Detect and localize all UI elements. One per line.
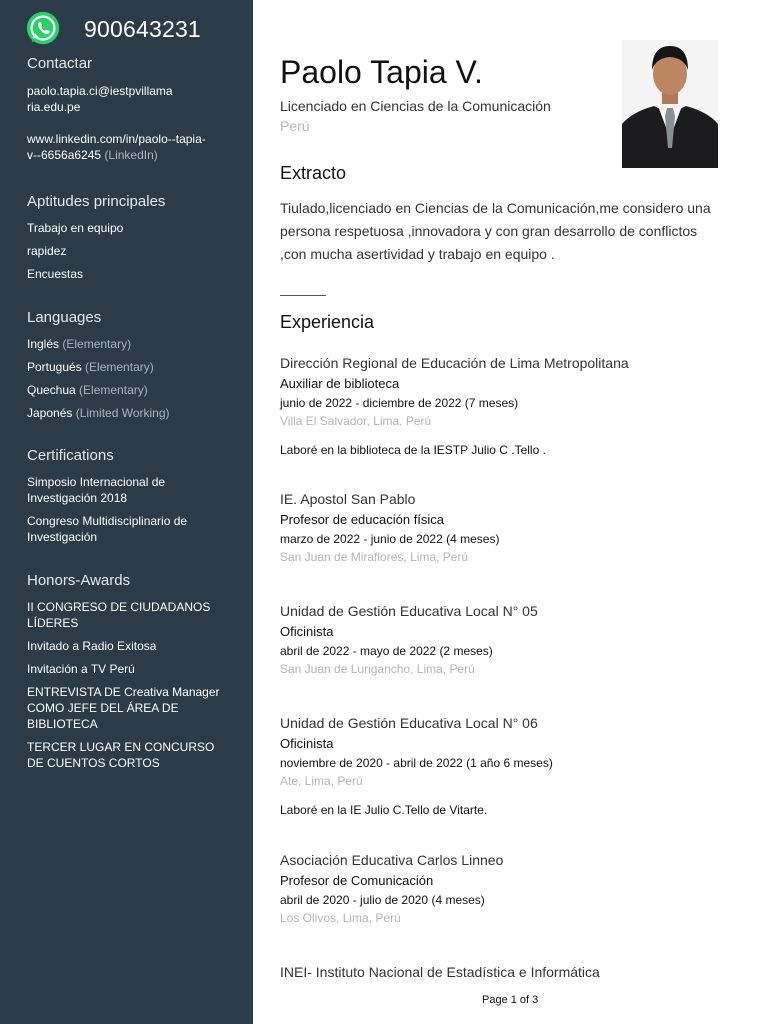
job-location: Los Olivos, Lima, Perú — [280, 911, 401, 925]
honor-line: COMO JEFE DEL ÁREA DE — [27, 701, 179, 715]
phone-row[interactable] — [24, 10, 201, 48]
summary-text: Tiulado,licenciado en Ciencias de la Comunicación,me considero una persona respetuosa ,innovadora y con gran desarrollo de conflictos ,con mucha asertividad y trabajo en equipo . — [280, 200, 711, 262]
honors-title: Honors-Awards — [27, 572, 131, 589]
language-item — [27, 382, 241, 398]
person-avatar-icon — [622, 40, 718, 168]
languages-title: Languages — [27, 309, 102, 326]
language-name: Inglés — [27, 337, 60, 351]
profile-location: Perú — [280, 118, 310, 134]
honor-line: Invitado a Radio Exitosa — [27, 639, 157, 653]
skill-item: Trabajo en equipo — [27, 221, 124, 235]
honor-item — [27, 638, 241, 654]
phone-number[interactable]: 900643231 — [84, 15, 201, 42]
skills-title: Aptitudes principales — [27, 193, 166, 210]
sidebar — [0, 0, 253, 1024]
certifications-title: Certifications — [27, 447, 114, 464]
section-divider — [280, 295, 326, 296]
job-company: Unidad de Gestión Educativa Local N° 06 — [280, 715, 538, 731]
honor-item — [27, 684, 241, 732]
honor-item — [27, 599, 241, 631]
certification-line: Investigación 2018 — [27, 491, 128, 505]
job-company: Unidad de Gestión Educativa Local N° 05 — [280, 603, 538, 619]
job-role: Profesor de educación física — [280, 512, 445, 527]
skill-item: Encuestas — [27, 267, 84, 281]
contact-title: Contactar — [27, 55, 93, 72]
certification-line: Investigación — [27, 530, 98, 544]
job-description: Laboré en la IE Julio C.Tello de Vitarte. — [280, 803, 488, 817]
honor-line: TERCER LUGAR EN CONCURSO — [27, 740, 215, 754]
job-location: Villa El Salvador, Lima, Perú — [280, 414, 432, 428]
certification-line: Simposio Internacional de — [27, 475, 166, 489]
honor-line: II CONGRESO DE CIUDADANOS — [27, 600, 211, 614]
job-company: Asociación Educativa Carlos Linneo — [280, 852, 504, 868]
honor-line: Invitación a TV Perú — [27, 662, 135, 676]
language-name: Portugués — [27, 360, 82, 374]
experience-title: Experiencia — [280, 312, 375, 332]
honor-line: LÍDERES — [27, 616, 79, 630]
job-entry — [280, 490, 740, 565]
language-name: Japonés — [27, 406, 73, 420]
language-name: Quechua — [27, 383, 76, 397]
language-item — [27, 405, 241, 421]
job-entry — [280, 602, 740, 677]
job-dates: abril de 2022 - mayo de 2022 (2 meses) — [280, 644, 493, 658]
job-company: Dirección Regional de Educación de Lima Metropolitana — [280, 355, 629, 371]
job-role: Oficinista — [280, 736, 334, 751]
honor-line: BIBLIOTECA — [27, 717, 98, 731]
honor-item — [27, 661, 241, 677]
certification-line: Congreso Multidisciplinario de — [27, 514, 188, 528]
job-dates: abril de 2020 - julio de 2020 (4 meses) — [280, 893, 485, 907]
job-role: Auxiliar de biblioteca — [280, 376, 400, 391]
certification-item — [27, 474, 241, 506]
job-role: Profesor de Comunicación — [280, 873, 434, 888]
language-level: (Elementary) — [85, 360, 154, 374]
language-item — [27, 359, 241, 375]
honor-item — [27, 739, 241, 771]
job-company: INEI- Instituto Nacional de Estadística e Informática — [280, 964, 600, 980]
profile-photo — [622, 40, 718, 168]
job-entry — [280, 714, 740, 818]
honor-line: ENTREVISTA DE Creativa Manager — [27, 685, 220, 699]
language-level: (Elementary) — [62, 337, 132, 351]
summary-title: Extracto — [280, 163, 347, 183]
profile-name: Paolo Tapia V. — [280, 54, 483, 90]
job-dates: marzo de 2022 - junio de 2022 (4 meses) — [280, 532, 500, 546]
skill-item: rapidez — [27, 244, 67, 258]
certification-item — [27, 513, 241, 545]
job-location: San Juan de Miraflores, Lima, Perú — [280, 550, 469, 564]
linkedin-suffix: (LinkedIn) — [104, 148, 158, 162]
language-level: (Limited Working) — [75, 406, 170, 420]
linkedin-line-1: www.linkedin.com/in/paolo--tapia- — [27, 132, 206, 146]
job-entry — [280, 963, 740, 981]
job-location: Ate, Lima, Perú — [280, 774, 363, 788]
profile-headline: Licenciado en Ciencias de la Comunicación — [280, 98, 551, 114]
job-company: IE. Apostol San Pablo — [280, 491, 416, 507]
job-description: Laboré en la biblioteca de la IESTP Julio C .Tello . — [280, 443, 546, 457]
language-item — [27, 336, 241, 352]
job-role: Oficinista — [280, 624, 334, 639]
honor-line: DE CUENTOS CORTOS — [27, 756, 160, 770]
job-entry — [280, 851, 740, 926]
page-number: Page 1 of 3 — [482, 994, 539, 1006]
job-entry — [280, 354, 740, 458]
linkedin-line-2: v--6656a6245 — [27, 148, 102, 162]
email-line-2: ria.edu.pe — [27, 100, 81, 114]
job-dates: junio de 2022 - diciembre de 2022 (7 meses) — [280, 396, 519, 410]
language-level: (Elementary) — [79, 383, 148, 397]
email-link[interactable] — [27, 83, 241, 115]
job-dates: noviembre de 2020 - abril de 2022 (1 año 6 meses) — [280, 756, 553, 770]
linkedin-link[interactable] — [27, 131, 241, 163]
whatsapp-icon — [24, 10, 62, 48]
main-content — [253, 0, 768, 1024]
job-location: San Juan de Lurigancho, Lima, Perú — [280, 662, 475, 676]
email-line-1: paolo.tapia.ci@iestpvillama — [27, 84, 173, 98]
